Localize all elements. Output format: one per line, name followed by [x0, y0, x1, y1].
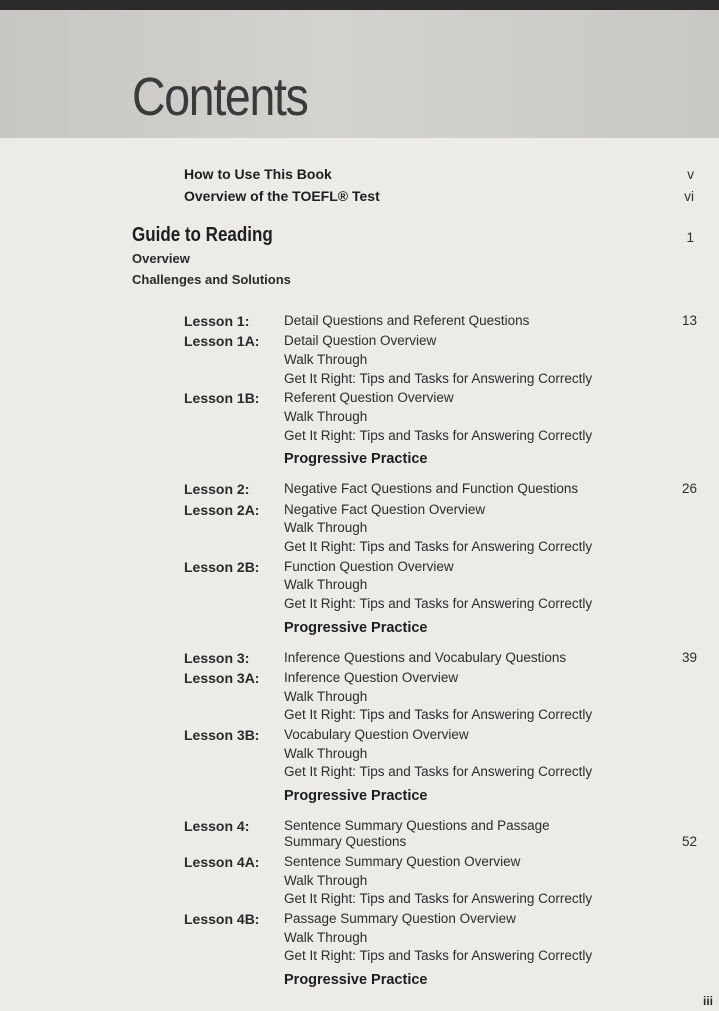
- lesson-3b-item[interactable]: Vocabulary Question Overview: [284, 727, 469, 742]
- lesson-3b-item[interactable]: Walk Through: [284, 746, 368, 761]
- lesson-3b-label: Lesson 3B:: [184, 727, 260, 743]
- lesson-4b-item[interactable]: Get It Right: Tips and Tasks for Answering Correctly: [284, 948, 593, 963]
- lesson-2a-item[interactable]: Walk Through: [284, 520, 368, 535]
- toc-overview-toefl[interactable]: Overview of the TOEFL® Test: [184, 188, 380, 204]
- toc-how-to-use[interactable]: How to Use This Book: [184, 166, 332, 182]
- lesson-4a-label: Lesson 4A:: [184, 854, 260, 870]
- lesson-1b-label: Lesson 1B:: [184, 390, 260, 406]
- lesson-1-label: Lesson 1:: [184, 313, 250, 329]
- progressive-practice-1[interactable]: Progressive Practice: [284, 451, 428, 467]
- lesson-1a-item[interactable]: Get It Right: Tips and Tasks for Answering Correctly: [284, 371, 593, 386]
- lesson-2-title[interactable]: Negative Fact Questions and Function Questions: [284, 481, 579, 496]
- top-edge: [0, 0, 719, 10]
- lesson-2a-label: Lesson 2A:: [184, 502, 260, 518]
- lesson-4b-label: Lesson 4B:: [184, 911, 260, 927]
- lesson-2a-item[interactable]: Get It Right: Tips and Tasks for Answering Correctly: [284, 539, 593, 554]
- progressive-practice-2[interactable]: Progressive Practice: [284, 620, 428, 636]
- lesson-1-page: 13: [681, 313, 697, 328]
- lesson-1a-item[interactable]: Detail Question Overview: [284, 333, 437, 348]
- section-challenges[interactable]: Challenges and Solutions: [132, 272, 291, 287]
- section-overview[interactable]: Overview: [132, 251, 190, 266]
- lesson-2b-item[interactable]: Get It Right: Tips and Tasks for Answering Correctly: [284, 596, 593, 611]
- lesson-3a-label: Lesson 3A:: [184, 670, 260, 686]
- lesson-1a-label: Lesson 1A:: [184, 333, 260, 349]
- lesson-2b-item[interactable]: Walk Through: [284, 577, 368, 592]
- section-title[interactable]: Guide to Reading: [132, 224, 273, 246]
- lesson-3-title[interactable]: Inference Questions and Vocabulary Questions: [284, 650, 567, 665]
- lesson-1b-item[interactable]: Walk Through: [284, 409, 368, 424]
- header-band: [0, 10, 719, 138]
- lesson-1b-item[interactable]: Referent Question Overview: [284, 390, 454, 405]
- lesson-4-label: Lesson 4:: [184, 818, 250, 834]
- page-how-to-use: v: [687, 167, 694, 182]
- lesson-1a-item[interactable]: Walk Through: [284, 352, 368, 367]
- lesson-3a-item[interactable]: Inference Question Overview: [284, 670, 459, 685]
- lesson-2b-item[interactable]: Function Question Overview: [284, 559, 454, 574]
- lesson-3a-item[interactable]: Walk Through: [284, 689, 368, 704]
- lesson-3-label: Lesson 3:: [184, 650, 250, 666]
- lesson-4-title[interactable]: Summary Questions: [284, 834, 407, 849]
- lesson-1-title[interactable]: Detail Questions and Referent Questions: [284, 313, 530, 328]
- lesson-4a-item[interactable]: Sentence Summary Question Overview: [284, 854, 521, 869]
- lesson-4-page: 52: [681, 834, 697, 849]
- section-page: 1: [686, 230, 694, 245]
- lesson-2a-item[interactable]: Negative Fact Question Overview: [284, 502, 486, 517]
- lesson-3b-item[interactable]: Get It Right: Tips and Tasks for Answering Correctly: [284, 764, 593, 779]
- progressive-practice-4[interactable]: Progressive Practice: [284, 972, 428, 988]
- lesson-4b-item[interactable]: Passage Summary Question Overview: [284, 911, 516, 926]
- progressive-practice-3[interactable]: Progressive Practice: [284, 788, 428, 804]
- lesson-2b-label: Lesson 2B:: [184, 559, 260, 575]
- lesson-4b-item[interactable]: Walk Through: [284, 930, 368, 945]
- page-title: Contents: [132, 67, 308, 127]
- page-overview-toefl: vi: [684, 189, 694, 204]
- page-number: iii: [703, 994, 714, 1008]
- lesson-1b-item[interactable]: Get It Right: Tips and Tasks for Answering Correctly: [284, 428, 593, 443]
- lesson-4a-item[interactable]: Walk Through: [284, 873, 368, 888]
- lesson-4-title[interactable]: Sentence Summary Questions and Passage: [284, 818, 550, 833]
- lesson-2-label: Lesson 2:: [184, 481, 250, 497]
- lesson-3a-item[interactable]: Get It Right: Tips and Tasks for Answering Correctly: [284, 707, 593, 722]
- lesson-3-page: 39: [681, 650, 697, 665]
- lesson-4a-item[interactable]: Get It Right: Tips and Tasks for Answering Correctly: [284, 891, 593, 906]
- lesson-2-page: 26: [681, 481, 697, 496]
